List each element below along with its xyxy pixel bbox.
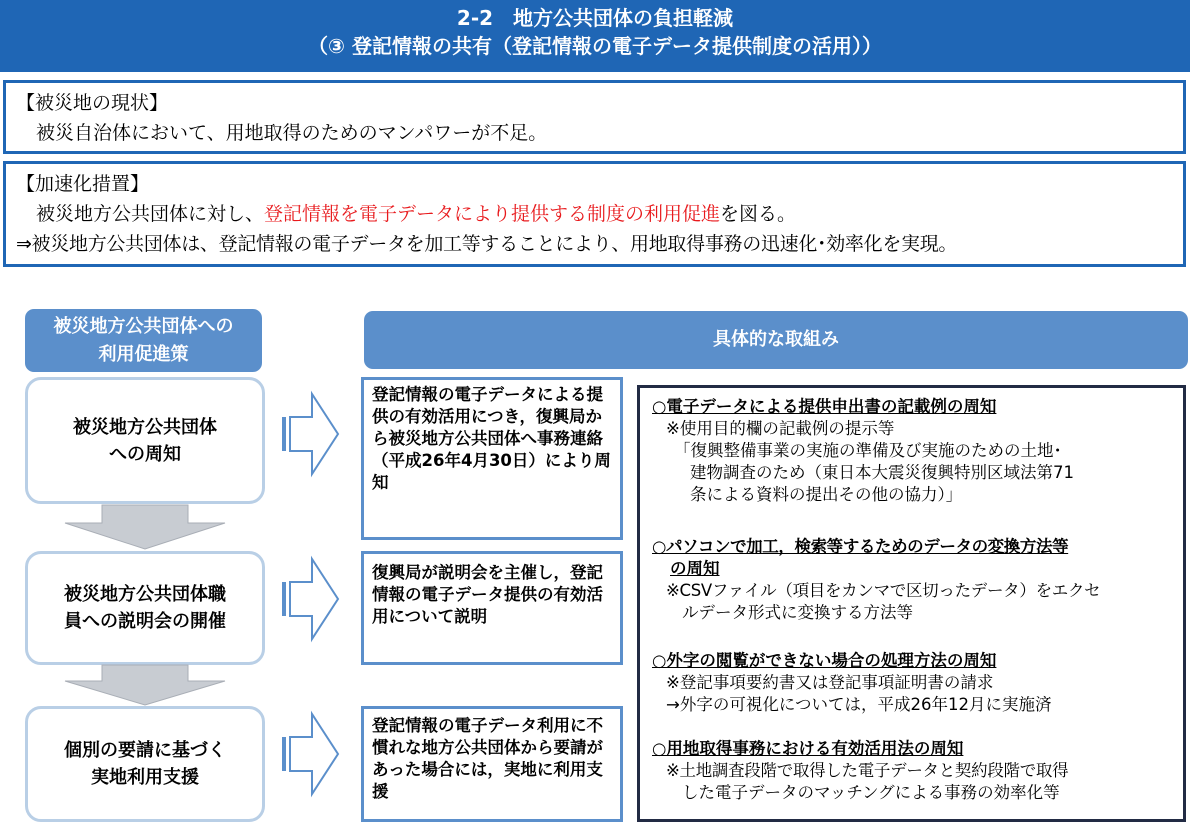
measure-item-heading: ○パソコンで加工，検索等するためのデータの変換方法等 — [652, 537, 1069, 556]
specific-measures-panel — [637, 385, 1186, 822]
step-1-line-2: への周知 — [109, 443, 181, 465]
current-status-box — [3, 80, 1186, 154]
measure-item-note: した電子データのマッチングによる事務の効率化等 — [682, 783, 1060, 802]
measure-item-heading: ○外字の閲覧ができない場合の処理方法の周知 — [652, 651, 997, 670]
measure-item-note: 「復興整備事業の実施の準備及び実施のための土地･ — [674, 441, 1062, 460]
measure-item-data-conversion — [652, 536, 1100, 624]
right-arrow-icon — [282, 557, 342, 641]
measure-item-note: ※登記事項要約書又は登記事項証明書の請求 — [666, 673, 994, 692]
measure-item-note: ※使用目的欄の記載例の提示等 — [666, 419, 895, 438]
acceleration-measure-box — [3, 161, 1186, 267]
acceleration-measure-line-1 — [36, 202, 796, 226]
current-status-text: 被災自治体において、用地取得のためのマンパワーが不足。 — [36, 122, 548, 144]
step-2-line-1: 被災地方公共団体職 — [64, 584, 226, 605]
right-arrow-icon — [282, 712, 342, 796]
measure-line-1-post: を図る。 — [720, 203, 797, 225]
right-column-header: 具体的な取組み — [364, 311, 1188, 369]
step-2-line-2: 員への説明会の開催 — [64, 611, 226, 632]
step-briefing-session — [25, 551, 265, 665]
step-3-line-1: 個別の要請に基づく — [64, 740, 226, 761]
measure-item-external-characters — [652, 650, 1052, 716]
acceleration-measure-heading: 【加速化措置】 — [16, 173, 150, 195]
measure-item-note: →外字の可視化については，平成26年12月に実施済 — [666, 695, 1052, 714]
detail-notification: 登記情報の電子データによる提供の有効活用につき，復興局から被災地方公共団体へ事務連絡（平成26年4月30日）により周知 — [361, 377, 623, 540]
measure-line-1-pre: 被災地方公共団体に対し、 — [36, 203, 265, 225]
measure-item-note: ※土地調査段階で取得した電子データと契約段階で取得 — [666, 761, 1069, 780]
title-line-1: 2-2 地方公共団体の負担軽減 — [456, 6, 734, 30]
right-arrow-icon — [282, 392, 342, 476]
down-arrow-icon — [60, 665, 230, 705]
step-notification — [25, 377, 265, 504]
measure-item-application-example — [652, 396, 1074, 506]
title-banner — [0, 0, 1190, 72]
acceleration-measure-line-2: ⇒被災地方公共団体は、登記情報の電子データを加工等することにより、用地取得事務の迅速化･効率化を実現。 — [16, 233, 958, 255]
step-1-line-1: 被災地方公共団体 — [73, 416, 217, 438]
measure-item-note: ルデータ形式に変換する方法等 — [682, 603, 913, 622]
left-header-line-1: 被災地方公共団体への — [53, 316, 234, 337]
measure-line-1-highlight: 登記情報を電子データにより提供する制度の利用促進 — [264, 203, 721, 225]
left-column-header — [25, 309, 262, 372]
measure-item-note: 条による資料の提出その他の協力）」 — [690, 485, 963, 504]
title-line-2: （③ 登記情報の共有（登記情報の電子データ提供制度の活用）） — [308, 34, 882, 58]
step-onsite-support — [25, 706, 265, 822]
left-header-line-2: 利用促進策 — [98, 344, 189, 365]
measure-item-heading-cont: の周知 — [670, 559, 720, 578]
measure-item-heading: ○用地取得事務における有効活用法の周知 — [652, 739, 964, 758]
step-3-line-2: 実地利用支援 — [91, 767, 199, 788]
measure-item-heading: ○電子データによる提供申出書の記載例の周知 — [652, 397, 997, 416]
detail-onsite-support: 登記情報の電子データ利用に不慣れな地方公共団体から要請があった場合には，実地に利用支援 — [361, 706, 623, 822]
measure-item-note: 建物調査のため（東日本大震災復興特別区域法第71 — [690, 463, 1074, 482]
current-status-heading: 【被災地の現状】 — [16, 92, 169, 114]
measure-item-land-acquisition — [652, 738, 1068, 804]
down-arrow-icon — [60, 505, 230, 549]
measure-item-note: ※CSVファイル（項目をカンマで区切ったデータ）をエクセ — [666, 581, 1101, 600]
detail-briefing-session: 復興局が説明会を主催し，登記情報の電子データ提供の有効活用について説明 — [361, 551, 623, 665]
